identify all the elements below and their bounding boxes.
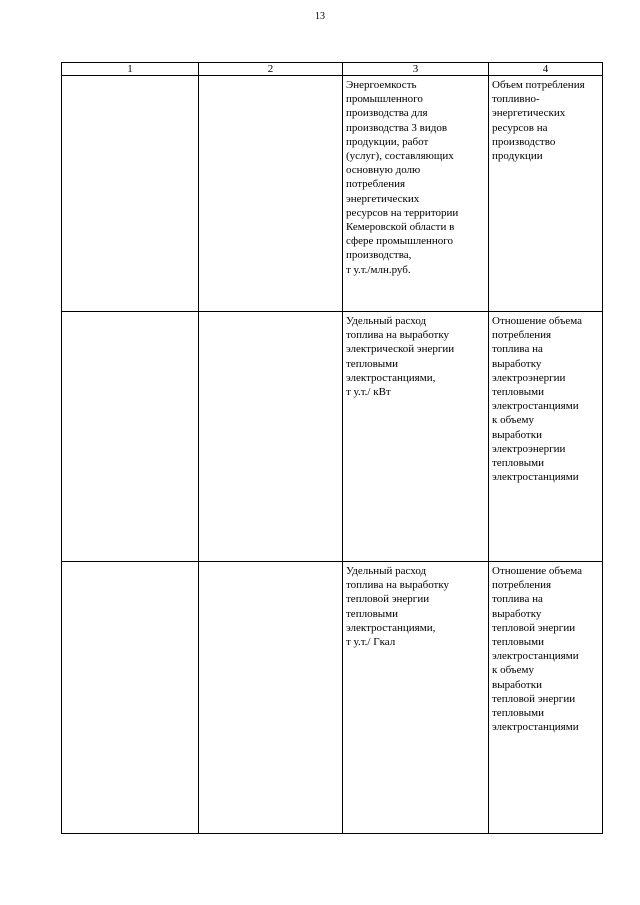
indicator-name-text: Удельный расход топлива на выработку электрической энергии тепловыми электростанциями, т у.т./ кВт bbox=[346, 315, 455, 399]
indicator-method-cell bbox=[489, 76, 603, 312]
indicator-method-text: Отношение объема потребления топлива на выработку тепловой энергии тепловыми электростанциями к объему выработки тепловой энергии тепловыми электростанциями bbox=[492, 565, 583, 734]
column-header-2: 2 bbox=[199, 63, 343, 76]
column-header-4: 4 bbox=[489, 63, 603, 76]
indicator-method-text: Объем потребления топливно- энергетических ресурсов на производство продукции bbox=[492, 79, 585, 163]
table-cell bbox=[62, 312, 199, 562]
indicator-name-cell bbox=[343, 76, 489, 312]
table-cell bbox=[62, 76, 199, 312]
table-cell bbox=[199, 562, 343, 834]
table-row bbox=[62, 562, 603, 834]
indicators-table bbox=[61, 62, 603, 834]
column-header-3: 3 bbox=[343, 63, 489, 76]
column-header-1: 1 bbox=[62, 63, 199, 76]
table-row bbox=[62, 76, 603, 312]
indicator-name-cell bbox=[343, 562, 489, 834]
indicator-name-text: Энергоемкость промышленного производства для производства 3 видов продукции, работ (услуг), составляющих основную долю потребления энергетических ресурсов на территории Кемеровской области в сфере промышленного производства, т у.т./млн.руб. bbox=[346, 79, 459, 276]
indicator-name-cell bbox=[343, 312, 489, 562]
indicator-method-cell bbox=[489, 312, 603, 562]
table-cell bbox=[62, 562, 199, 834]
table-header-row bbox=[62, 63, 603, 76]
table-row bbox=[62, 312, 603, 562]
table-cell bbox=[199, 312, 343, 562]
indicator-name-text: Удельный расход топлива на выработку тепловой энергии тепловыми электростанциями, т у.т./ Гкал bbox=[346, 565, 450, 649]
indicator-method-cell bbox=[489, 562, 603, 834]
table-cell bbox=[199, 76, 343, 312]
indicator-method-text: Отношение объема потребления топлива на выработку электроэнергии тепловыми электростанциями к объему выработки электроэнергии тепловыми электростанциями bbox=[492, 315, 583, 484]
page-number: 13 bbox=[315, 11, 325, 22]
